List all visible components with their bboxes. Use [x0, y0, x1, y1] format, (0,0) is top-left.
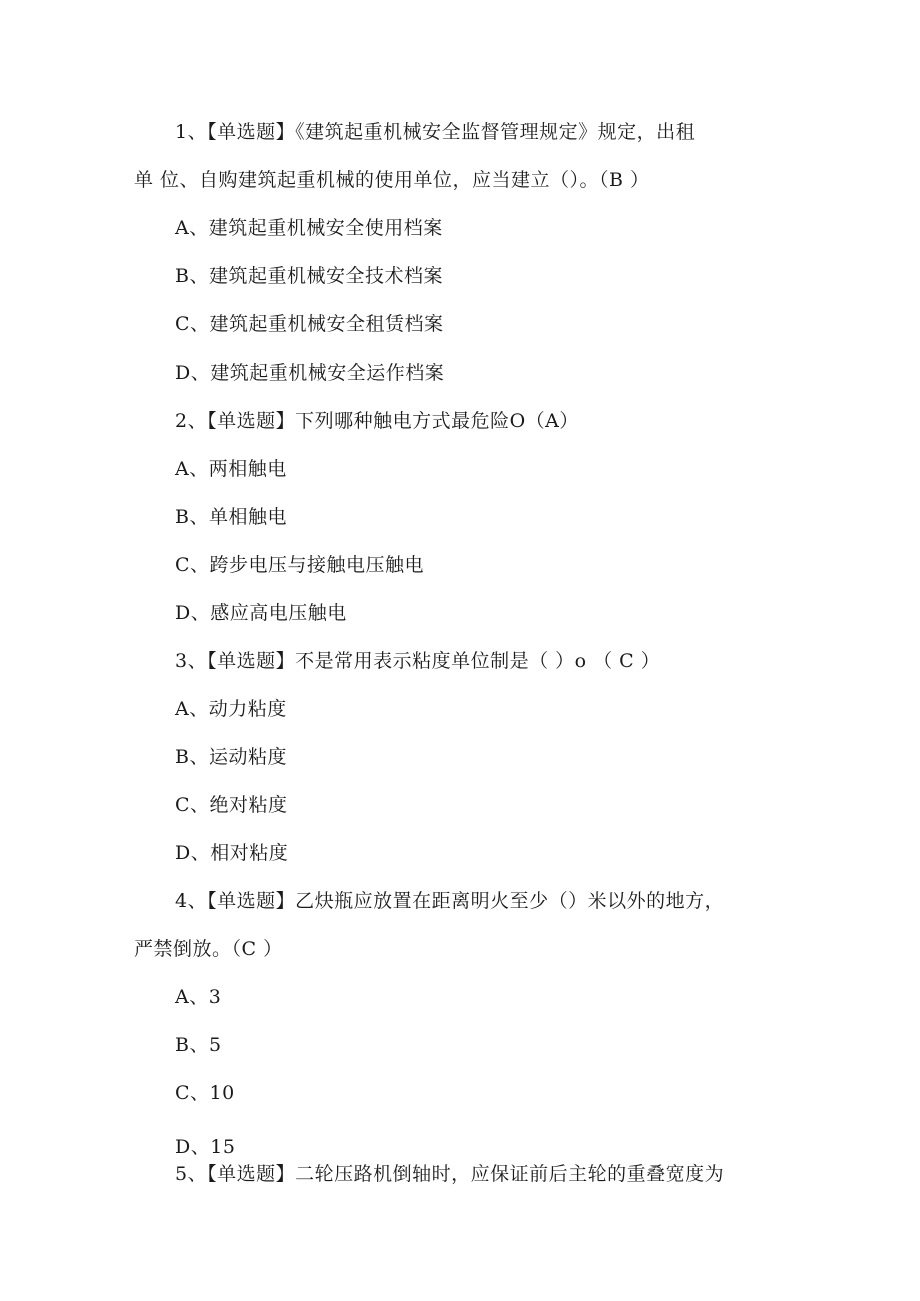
question-3-option-b: B、运动粘度 — [175, 746, 287, 768]
question-5-stem: 5、【单选题】二轮压路机倒轴时，应保证前后主轮的重叠宽度为 — [175, 1163, 725, 1185]
question-2-option-c: C、跨步电压与接触电压触电 — [175, 554, 425, 576]
question-3-stem: 3、【单选题】不是常用表示粘度单位制是（ ）o （ C ） — [175, 650, 661, 672]
question-1-option-d: D、建筑起重机械安全运作档案 — [175, 362, 445, 384]
question-4-option-b: B、5 — [175, 1034, 222, 1056]
question-1-stem-continued: 单 位、自购建筑起重机械的使用单位，应当建立（）。（B ） — [134, 169, 650, 191]
question-2-option-a: A、两相触电 — [175, 458, 287, 480]
question-4-stem-continued: 严禁倒放。（C ） — [134, 938, 283, 960]
question-2-stem: 2、【单选题】下列哪种触电方式最危险O（A） — [175, 410, 579, 432]
question-3-option-d: D、相对粘度 — [175, 842, 289, 864]
question-1-option-b: B、建筑起重机械安全技术档案 — [175, 265, 443, 287]
question-4-stem: 4、【单选题】乙炔瓶应放置在距离明火至少（）米以外的地方， — [175, 890, 725, 912]
question-4-option-a: A、3 — [175, 986, 222, 1008]
question-2-option-d: D、感应高电压触电 — [175, 602, 347, 624]
question-2-option-b: B、单相触电 — [175, 506, 287, 528]
question-3-option-c: C、绝对粘度 — [175, 794, 288, 816]
question-1-option-c: C、建筑起重机械安全租赁档案 — [175, 313, 444, 335]
question-1-option-a: A、建筑起重机械安全使用档案 — [175, 217, 443, 239]
question-1-stem: 1、【单选题】《建筑起重机械安全监督管理规定》规定，出租 — [175, 121, 696, 143]
question-4-option-d: D、15 — [175, 1136, 236, 1158]
question-3-option-a: A、动力粘度 — [175, 698, 287, 720]
question-4-option-c: C、10 — [175, 1082, 235, 1104]
